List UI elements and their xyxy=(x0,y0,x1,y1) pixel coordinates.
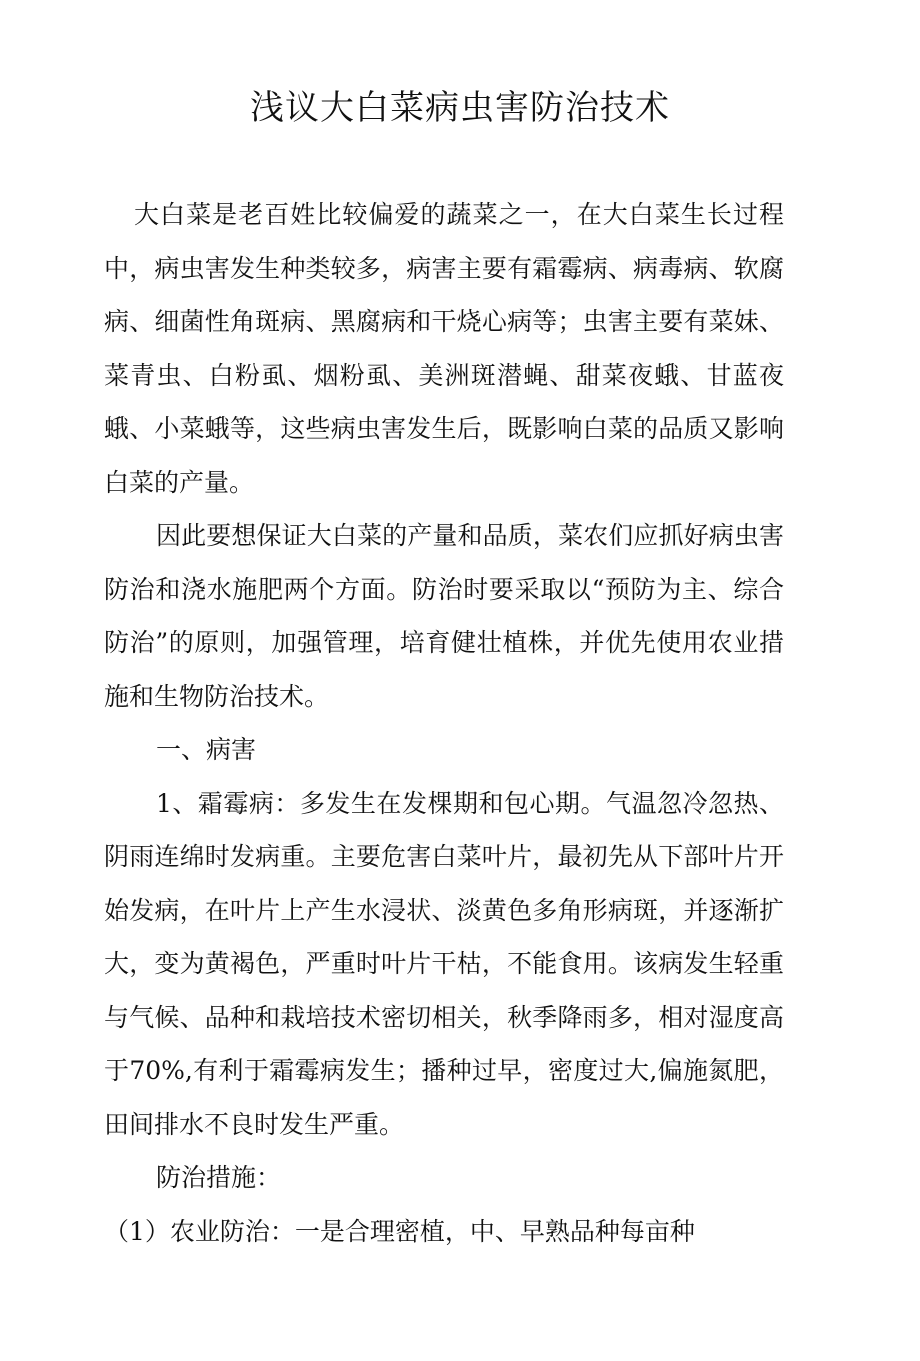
document-body xyxy=(104,188,784,1258)
subheading-control-measures: 防治措施： xyxy=(156,1163,282,1192)
document-title: 浅议大白菜病虫害防治技术 xyxy=(250,88,670,128)
paragraph-measures-overview: 因此要想保证大白菜的产量和品质，菜农们应抓好病虫害防治和浇水施肥两个方面。防治时要采取以“预防为主、综合防治”的原则，加强管理，培育健壮植株，并优先使用农业措施和生物防治技术。 xyxy=(104,521,784,711)
paragraph-intro: 大白菜是老百姓比较偏爱的蔬菜之一，在大白菜生长过程中，病虫害发生种类较多，病害主要有霜霉病、病毒病、软腐病、细菌性角斑病、黑腐病和干烧心病等；虫害主要有菜妹、菜青虫、白粉虱、烟粉虱、美洲斑潜蝇、甜菜夜蛾、甘蓝夜蛾、小菜蛾等，这些病虫害发生后，既影响白菜的品质又影响白菜的产量。 xyxy=(104,200,784,497)
section-heading-diseases: 一、病害 xyxy=(156,735,257,764)
paragraph-downy-mildew: 1、霜霉病：多发生在发棵期和包心期。气温忽冷忽热、阴雨连绵时发病重。主要危害白菜叶片，最初先从下部叶片开始发病，在叶片上产生水浸状、淡黄色多角形病斑，并逐渐扩大，变为黄褐色，严重时叶片干枯，不能食用。该病发生轻重与气候、品种和栽培技术密切相关，秋季降雨多，相对湿度高于70%,有利于霜霉病发生；播种过早，密度过大,偏施氮肥，田间排水不良时发生严重。 xyxy=(104,788,784,1139)
paragraph-agricultural-control: （1）农业防治：一是合理密植，中、早熟品种每亩种 xyxy=(104,1216,695,1246)
